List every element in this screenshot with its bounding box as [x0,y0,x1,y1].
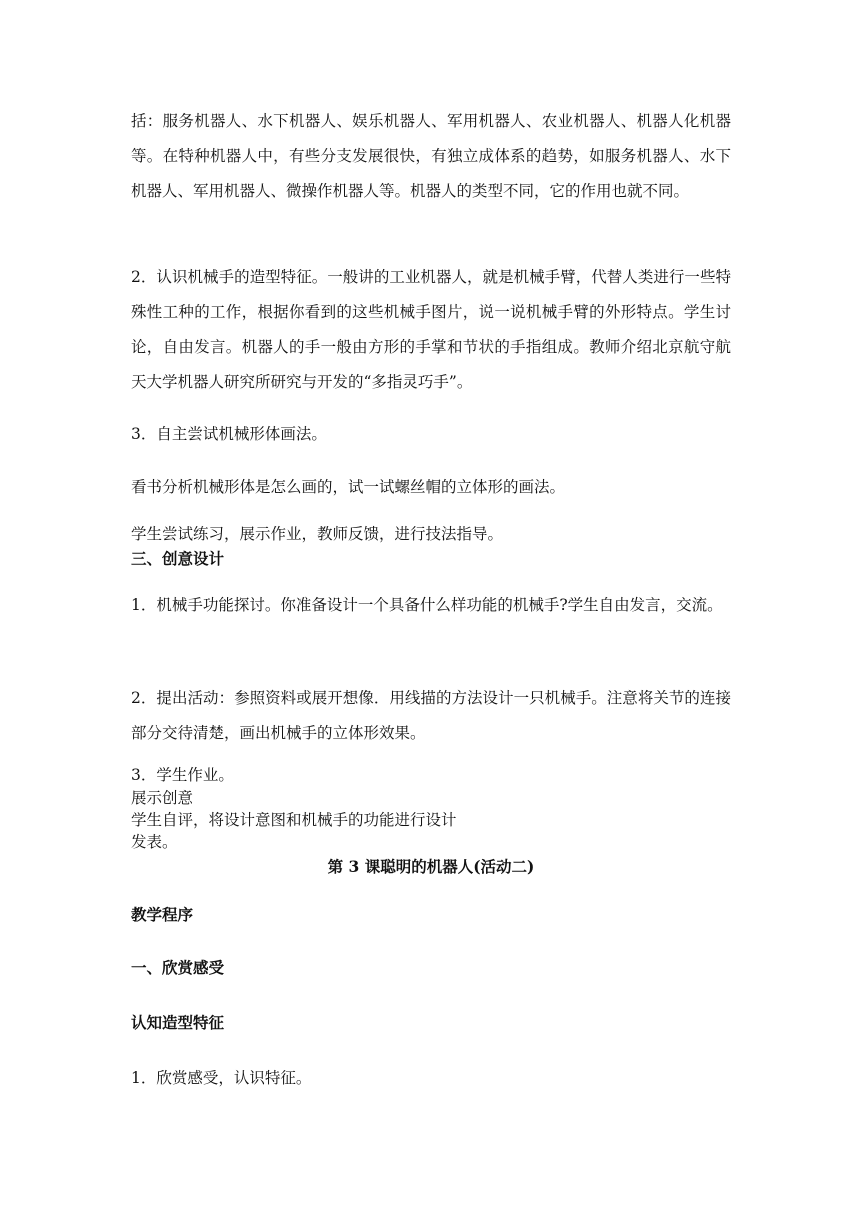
paragraph-appreciate-recognize: 1．欣赏感受，认识特征。 [131,1069,312,1087]
lesson-title: 第 3 课聪明的机器人(活动二) [327,857,535,876]
paragraph-function-discussion: 1．机械手功能探讨。你准备设计一个具备什么样功能的机械手?学生自由发言，交流。 [131,596,723,614]
paragraph-self-evaluation: 学生自评，将设计意图和机械手的功能进行设计 [131,811,457,829]
paragraph-publish: 发表。 [131,833,178,851]
paragraph-show-creativity: 展示创意 [131,789,194,807]
paragraph-student-practice: 学生尝试练习，展示作业，教师反馈，进行技法指导。 [131,525,504,543]
heading-cognitive-features: 认知造型特征 [131,1013,225,1032]
paragraph-homework: 3．学生作业。 [131,766,234,784]
paragraph-mechanical-hand-features: 2．认识机械手的造型特征。一般讲的工业机器人，就是机械手臂，代替人类进行一些特殊性工种的工作，根据你看到的这些机械手图片，说一说机械手臂的外形特点。学生讨论，自由发言。机器人的手一般由方形的手掌和节状的手指组成。教师介绍北京航守航天大学机器人研究所研究与开发的“多指灵巧手”。 [131,268,731,391]
heading-teaching-procedure: 教学程序 [131,905,194,924]
paragraph-analyze-book: 看书分析机械形体是怎么画的，试一试螺丝帽的立体形的画法。 [131,478,566,496]
paragraph-activity: 2．提出活动：参照资料或展开想像．用线描的方法设计一只机械手。注意将关节的连接部分交待清楚，画出机械手的立体形效果。 [131,689,731,742]
paragraph-robot-types: 括：服务机器人、水下机器人、娱乐机器人、军用机器人、农业机器人、机器人化机器等。在特种机器人中，有些分支发展很快，有独立成体系的趋势，如服务机器人、水下机器人、军用机器人、微操作机器人等。机器人的类型不同，它的作用也就不同。 [131,112,731,200]
heading-appreciation: 一、欣赏感受 [131,958,225,977]
heading-creative-design: 三、创意设计 [131,549,225,568]
paragraph-try-drawing: 3．自主尝试机械形体画法。 [131,425,327,443]
